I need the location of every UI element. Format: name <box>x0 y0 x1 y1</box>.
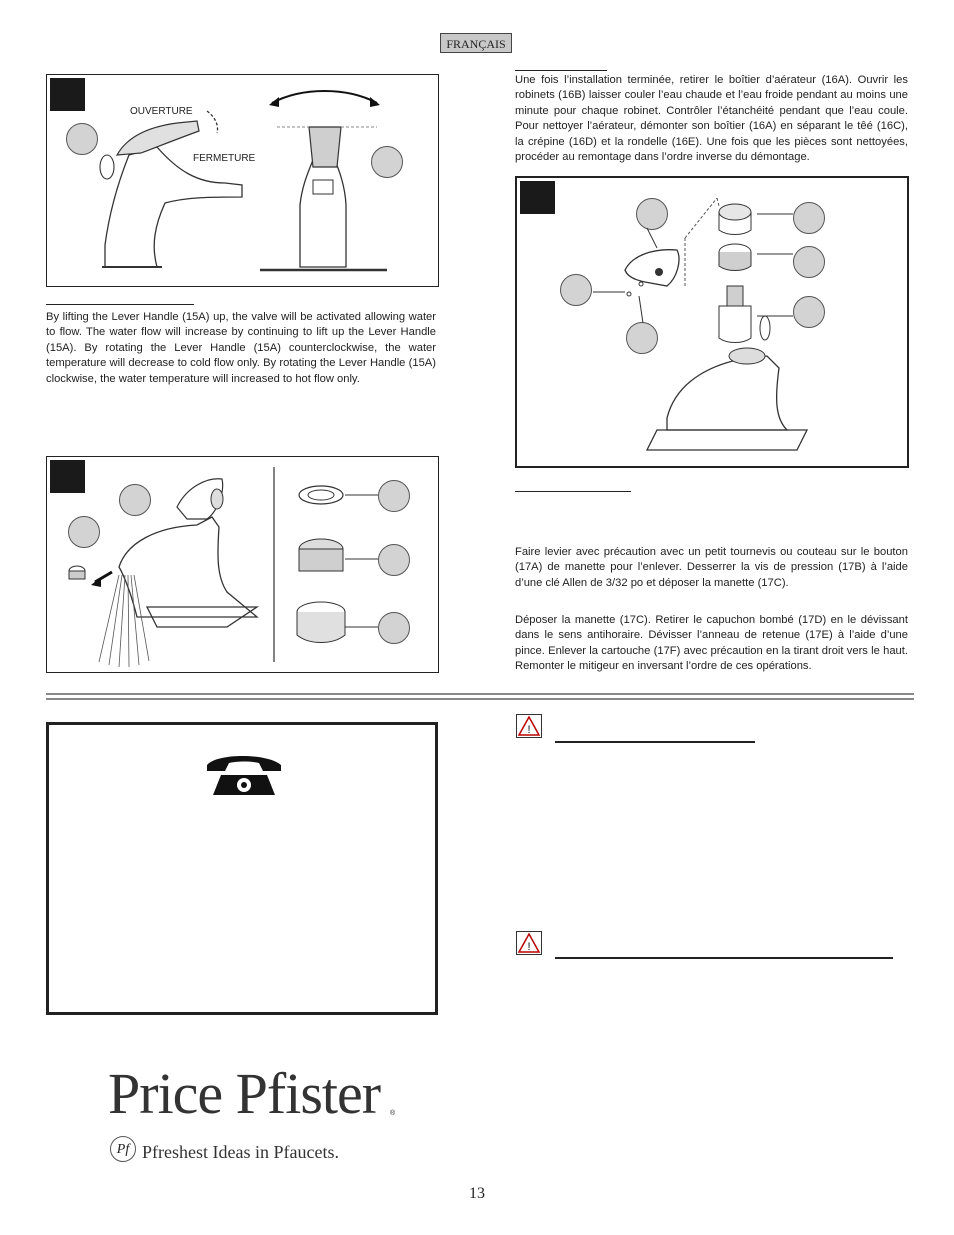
telephone-icon <box>197 749 297 809</box>
fig15-text: By lifting the Lever Handle (15A) up, the valve will be activated allowing water to flow. The water flow will increase by continuing to lift up the Lever Handle (15A). By rotating the Lever Handle (15A) counterclockwise, the water temperature will decrease to cold flow only. By rotating the Lever Handle (15A) clockwise, the water temperature will increased to hot flow only. <box>46 311 436 385</box>
fig16-text: Une fois l’installation terminée, retirer le boîtier d’aérateur (16A). Ouvrir les robinets (16B) laisser couler l’eau chaude et l’eau froide pendant au moins une minute pour chaque robinet. Contrôler l’étanchéité pendant que l’eau coule. Pour nettoyer l’aérateur, démonter son boîtier (16A) en séparant le têé (16C), la crépine (16D) et la rondelle (16E). Une fois que les pièces sont nettoyées, procéder au remontage dans l’ordre inverse du démontage. <box>515 74 908 164</box>
page-number: 13 <box>469 1185 485 1202</box>
section-rule-16 <box>515 70 607 71</box>
fig17-text-2: Déposer la manette (17C). Retirer le capuchon bombé (17D) en le dévissant dans le sens antihoraire. Dévisser l’anneau de retenue (17E) à l’aide d’une pince. Enlever la cartouche (17F) avec précaution en la tirant droit vers le haut. Remonter le mitigeur en inversant l’ordre de ces opérations. <box>515 614 908 673</box>
svg-text:!: ! <box>527 941 531 953</box>
figure-15 <box>46 74 439 287</box>
faucet-side-illustration <box>47 75 440 288</box>
section-rule-15 <box>46 304 194 305</box>
section-rule-17 <box>515 491 631 492</box>
registered-mark: ® <box>390 1110 396 1117</box>
brand-tagline: Pfreshest Ideas in Pfaucets. <box>142 1142 339 1162</box>
page-divider <box>46 698 914 700</box>
page-divider <box>46 693 914 695</box>
warning-heading-rule <box>555 957 893 959</box>
svg-text:!: ! <box>527 724 531 736</box>
label-open: OUVERTURE <box>130 106 193 117</box>
fig17-text-1: Faire levier avec précaution avec un petit tournevis ou couteau sur le bouton (17A) de manette pour l’enlever. Desserrer la vis de pression (17B) à l’aide d’une clé Allen de 3/32 po et déposer la manette (17C). <box>515 546 908 589</box>
service-box <box>46 722 438 1015</box>
language-tag: FRANÇAIS <box>440 33 512 53</box>
label-close: FERMETURE <box>193 153 256 164</box>
cartridge-exploded-illustration <box>517 178 911 470</box>
warning-icon <box>516 931 542 955</box>
aerator-removal-illustration <box>47 457 440 674</box>
warning-icon <box>516 714 542 738</box>
figure-aerator <box>46 456 439 673</box>
brand-logo: Price Pfister <box>108 1061 381 1126</box>
figure-17 <box>515 176 909 468</box>
warning-heading-rule <box>555 741 755 743</box>
pf-monogram: Pf <box>110 1136 136 1162</box>
